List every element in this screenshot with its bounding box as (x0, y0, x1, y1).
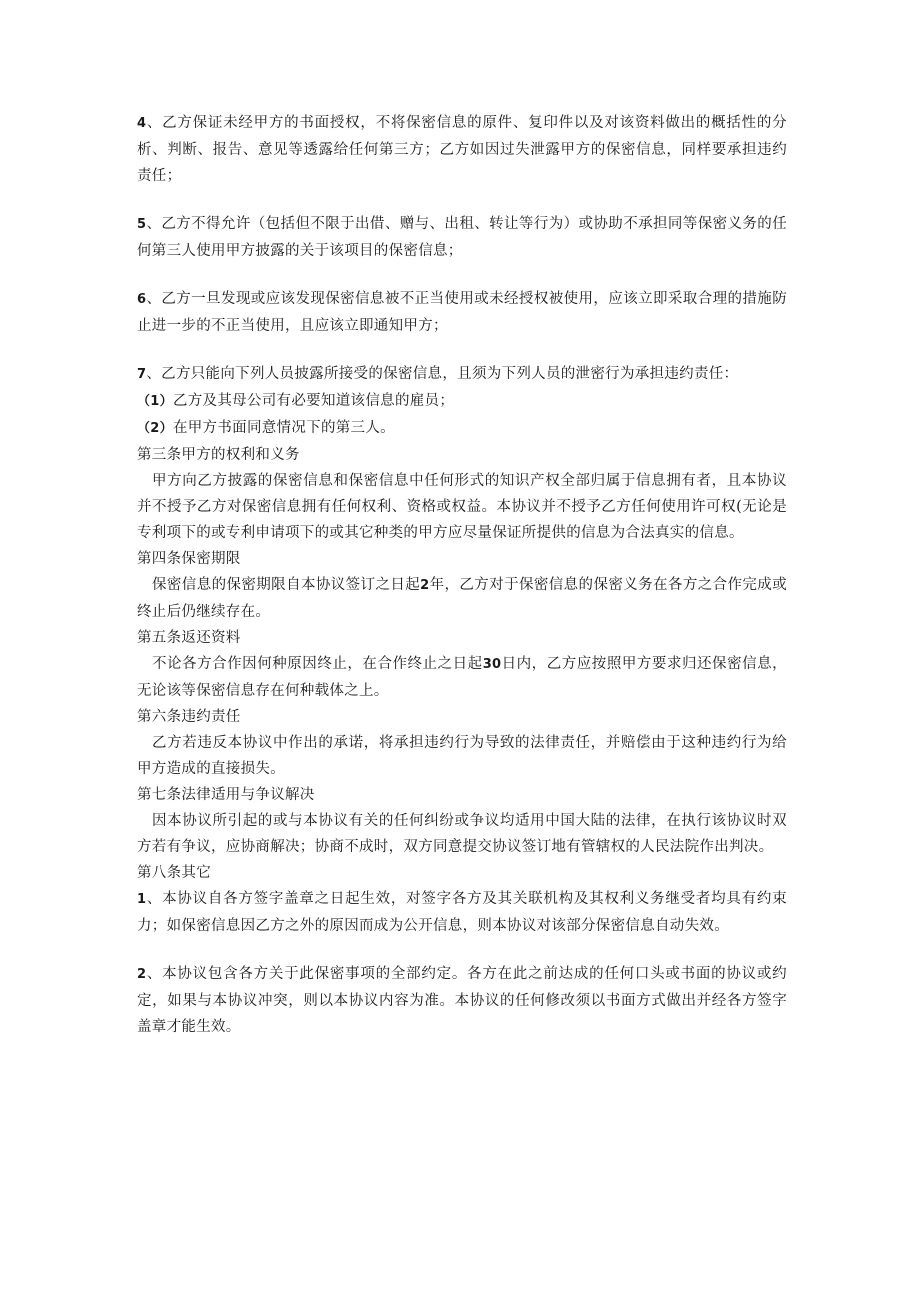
article-3-body: 甲方向乙方披露的保密信息和保密信息中任何形式的知识产权全部归属于信息拥有者，且本协议并不授予乙方对保密信息拥有任何权利、资格或权益。本协议并不授予乙方任何使用许可权(无论是专利项下的或专利申请项下的或其它种类的甲方应尽量保证所提供的信息为合法真实的信息。 (137, 473, 787, 541)
article-5-title: 第五条返还资料 (137, 630, 241, 646)
clause-number: 2 (137, 967, 147, 982)
clause-number: 5 (137, 217, 147, 232)
article-5-days: 30 (482, 657, 502, 672)
clause-number: 1 (137, 892, 147, 907)
clause-text: 、本协议自各方签字盖章之日起生效，对签字各方及其关联机构及其权利义务继受者均具有约束力；如保密信息因乙方之外的原因而成为公开信息，则本协议对该部分保密信息自动失效。 (137, 891, 787, 934)
item-text: 乙方及其母公司有必要知道该信息的雇员； (172, 393, 455, 409)
clause-6 (137, 286, 787, 339)
document-page (137, 110, 787, 1040)
clause-text: 、乙方保证未经甲方的书面授权，不将保密信息的原件、复印件以及对该资料做出的概括性的分析、判断、报告、意见等透露给任何第三方；乙方如因过失泄露甲方的保密信息，同样要承担违约责任； (137, 115, 787, 184)
article-5-text-a: 不论各方合作因何种原因终止，在合作终止之日起 (152, 656, 483, 672)
clause-text: 、乙方不得允许（包括但不限于出借、赠与、出租、转让等行为）或协助不承担同等保密义务的任何第三人使用甲方披露的关于该项目的保密信息； (137, 216, 787, 259)
clause-7 (137, 361, 787, 388)
article-4-title: 第四条保密期限 (137, 551, 241, 567)
clause-text: 、乙方只能向下列人员披露所接受的保密信息，且须为下列人员的泄密行为承担违约责任： (146, 366, 739, 382)
clause-4 (137, 110, 787, 189)
article-3-title: 第三条甲方的权利和义务 (137, 447, 300, 463)
article-7-body: 因本协议所引起的或与本协议有关的任何纠纷或争议均适用中国大陆的法律，在执行该协议时双方若有争议，应协商解决；协商不成时，双方同意提交协议签订地有管辖权的人民法院作出判决。 (137, 813, 787, 855)
clause-number: 4 (137, 116, 147, 131)
article-4-text-a: 保密信息的保密期限自本协议签订之日起 (152, 577, 421, 593)
article-8-title: 第八条其它 (137, 865, 211, 881)
clause-7-item-1 (137, 388, 787, 415)
article-4-body (137, 572, 787, 625)
clause-7-item-2 (137, 415, 787, 442)
item-number: （1） (137, 394, 173, 409)
article-4-text-b: 年，乙方对于保密信息的保密义务在各方之合作完成或终止后仍继续存在。 (137, 577, 788, 620)
article-5-body (137, 651, 787, 704)
article-6-title: 第六条违约责任 (137, 709, 241, 725)
clause-number: 6 (137, 292, 147, 307)
item-text: 在甲方书面同意情况下的第三人。 (172, 420, 395, 436)
article-8-clause-2 (137, 961, 787, 1040)
article-7-title: 第七条法律适用与争议解决 (137, 787, 315, 803)
item-number: （2） (137, 421, 173, 436)
clause-text: 、本协议包含各方关于此保密事项的全部约定。各方在此之前达成的任何口头或书面的协议或约定，如果与本协议冲突，则以本协议内容为准。本协议的任何修改须以书面方式做出并经各方签字盖章才能生效。 (137, 966, 787, 1035)
article-8-clause-1 (137, 886, 787, 939)
clause-text: 、乙方一旦发现或应该发现保密信息被不正当使用或未经授权被使用，应该立即采取合理的措施防止进一步的不正当使用，且应该立即通知甲方； (137, 291, 787, 334)
clause-5 (137, 211, 787, 264)
article-6-body: 乙方若违反本协议中作出的承诺，将承担违约行为导致的法律责任，并赔偿由于这种违约行为给甲方造成的直接损失。 (137, 735, 787, 777)
article-5-text-b: 日内，乙方应按照甲方要求归还保密信息，无论该等保密信息存在何种载体之上。 (137, 656, 787, 699)
clause-number: 7 (137, 367, 147, 382)
article-4-period: 2 (420, 578, 430, 593)
